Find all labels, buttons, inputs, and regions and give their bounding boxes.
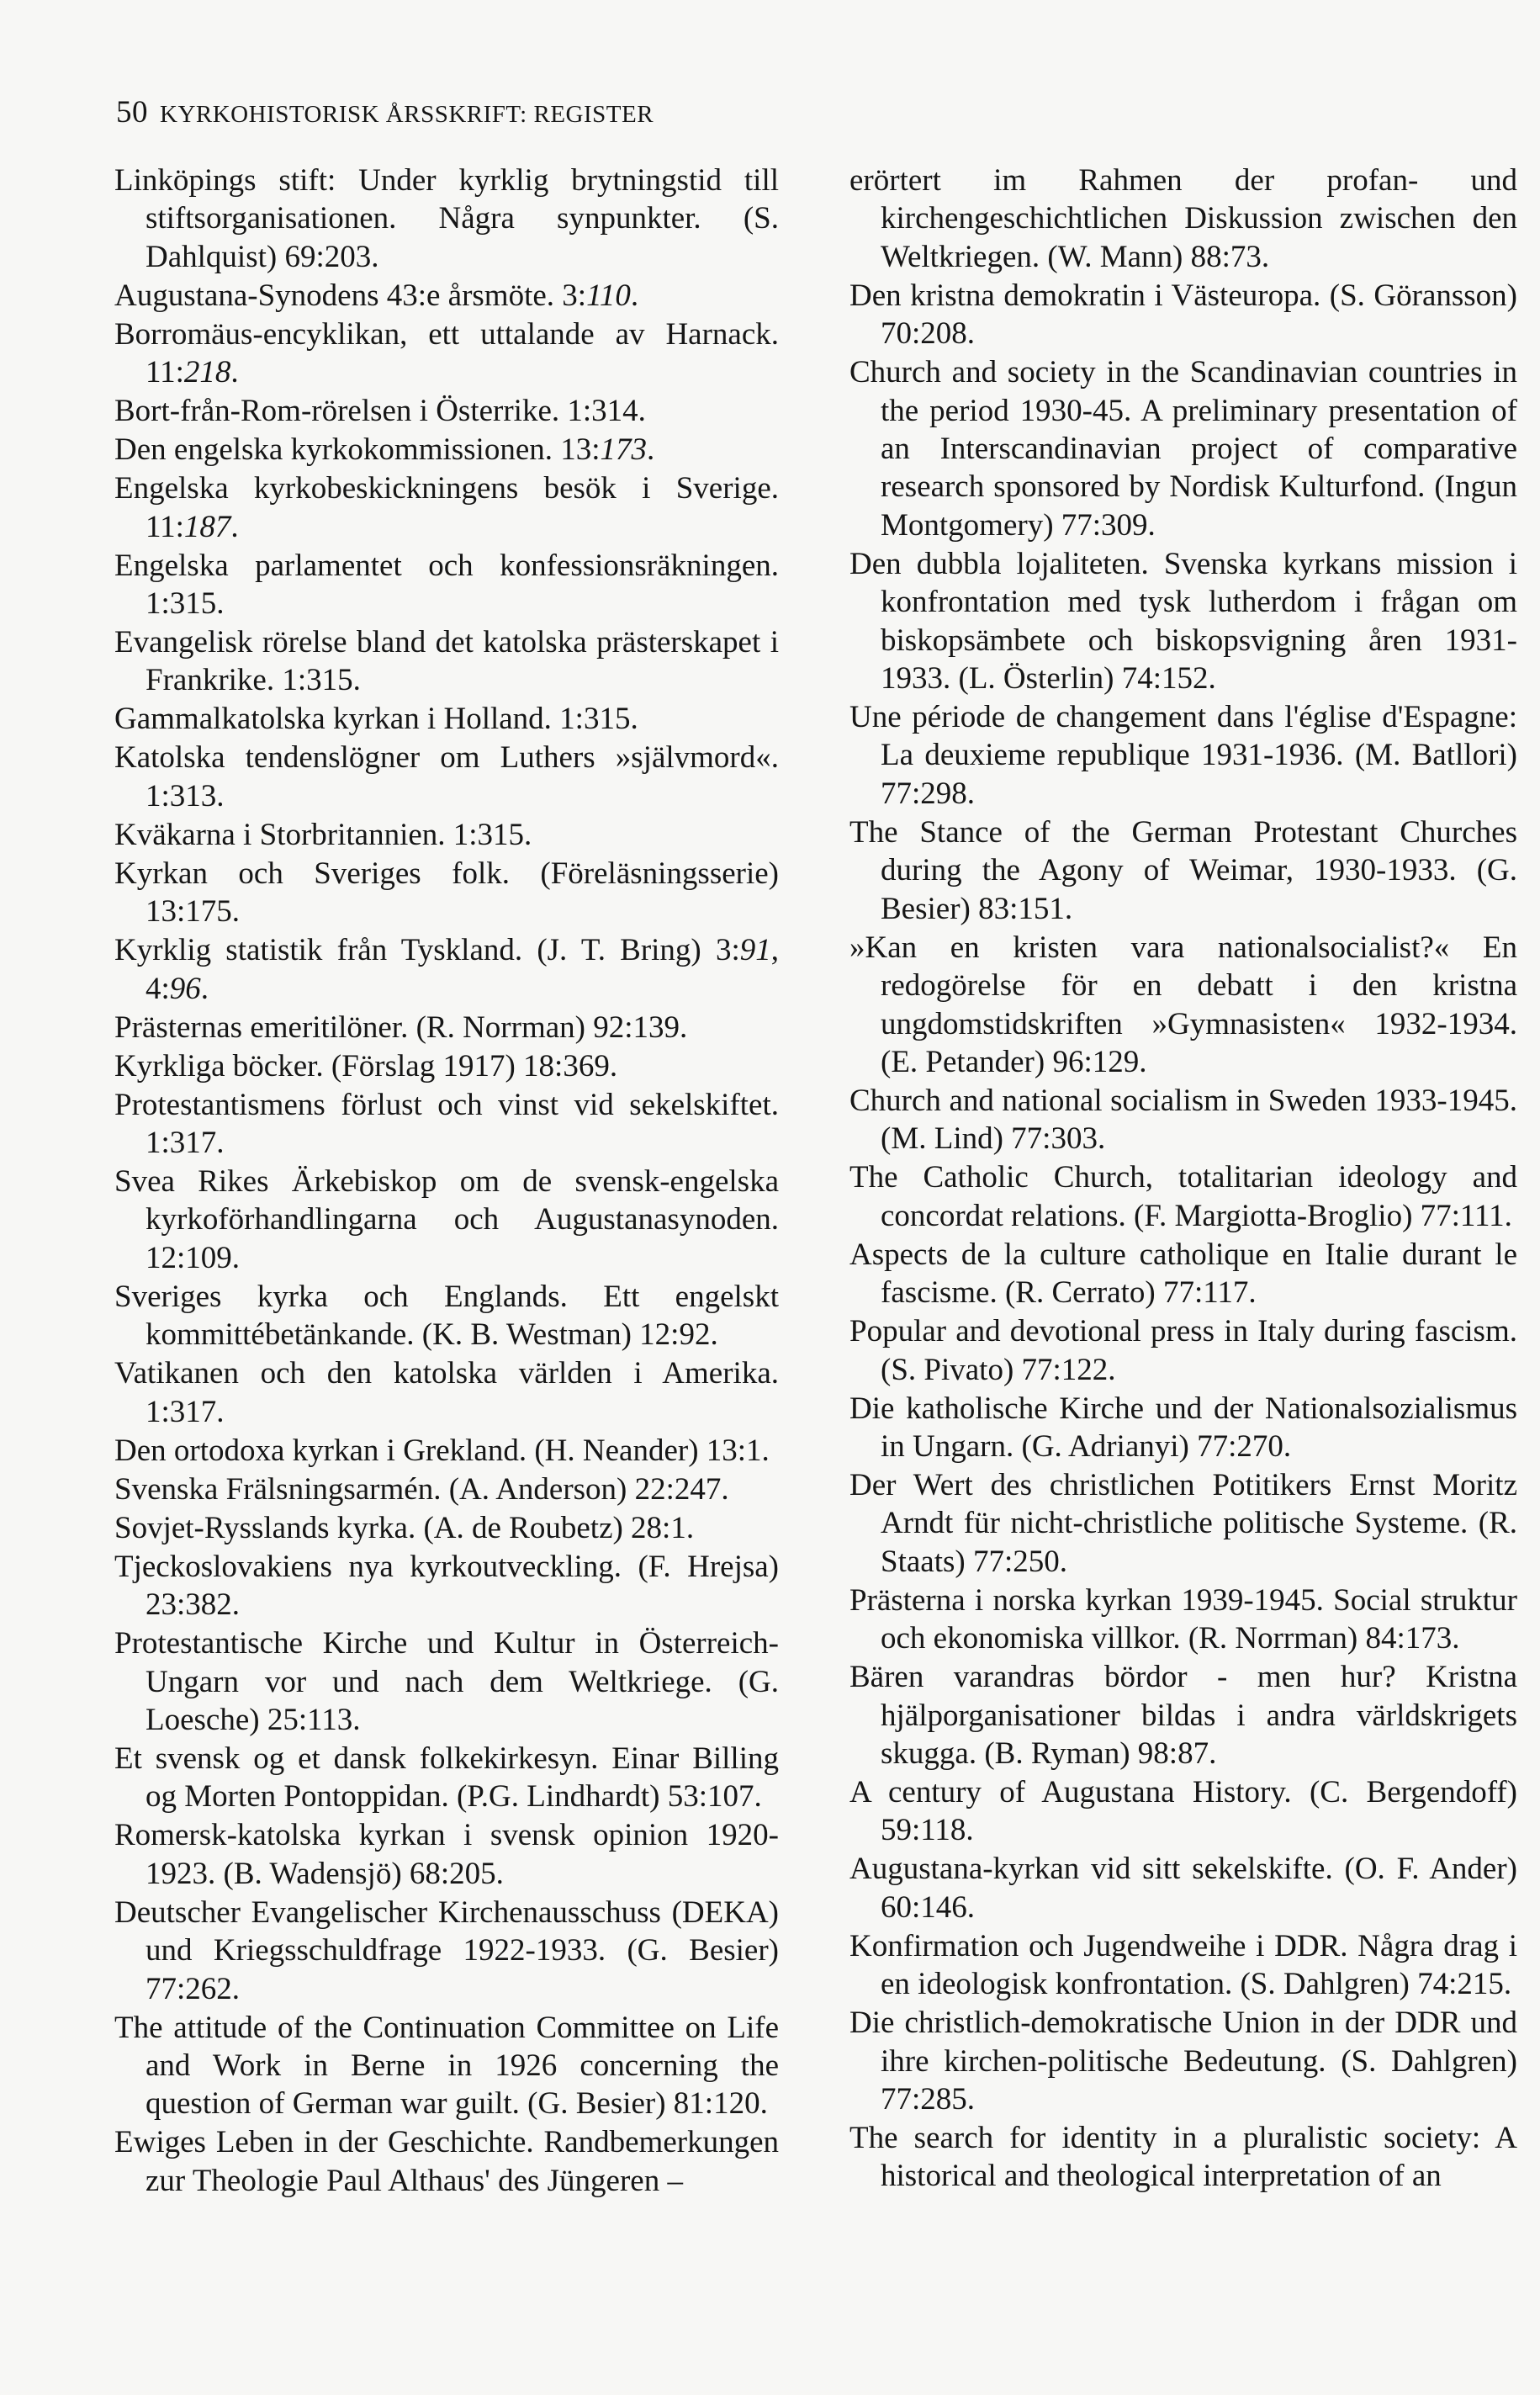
index-entry (114, 162, 779, 276)
entry-text: Kyrkan och Sveriges folk. (Föreläsningsserie) 13:175. (114, 856, 779, 930)
entry-text: Sovjet-Rysslands kyrka. (A. de Roubetz) 28:1. (114, 1510, 695, 1545)
index-entry (114, 1354, 779, 1431)
entry-text: Protestantismens förlust och vinst vid sekelskiftet. 1:317. (114, 1087, 779, 1161)
index-entry (114, 1047, 779, 1085)
index-entry (114, 855, 779, 931)
entry-text: A century of Augustana History. (C. Bergendoff) 59:118. (849, 1774, 1517, 1848)
entry-text: Bären varandras bördor - men hur? Kristna hjälporganisationer bildas i andra världskrigets skugga. (B. Ryman) 98:87. (849, 1660, 1517, 1771)
index-entry (114, 1278, 779, 1354)
entry-text: , 4: (146, 933, 779, 1006)
entry-text: . (230, 355, 239, 390)
index-entry (114, 392, 779, 430)
entry-text: Bort-från-Rom-rörelsen i Österrike. 1:314. (114, 394, 646, 429)
right-column (849, 162, 1517, 2196)
entry-text: Romersk-katolska kyrkan i svensk opinion 1920-1923. (B. Wadensjö) 68:205. (114, 1818, 779, 1891)
index-entry (114, 1740, 779, 1816)
entry-text: Engelska kyrkobeskickningens besök i Sverige. 11: (114, 471, 779, 544)
entry-text: . (647, 432, 655, 468)
index-entry (114, 2009, 779, 2123)
entry-text: Der Wert des christlichen Potitikers Ernst Moritz Arndt für nicht-christliche politische Systeme. (R. Staats) 77:250. (849, 1467, 1517, 1579)
entry-text: Den engelska kyrkokommissionen. 13: (114, 432, 601, 468)
entry-text: Une période de changement dans l'église d'Espagne: La deuxieme republique 1931-1936. (M. Batllori) 77:298. (849, 700, 1517, 811)
index-entry (114, 1509, 779, 1547)
index-entry (849, 1390, 1517, 1466)
entry-text: The search for identity in a pluralistic society: A historical and theological interpretation of an (849, 2121, 1517, 2194)
italic-page-ref: 96 (169, 971, 201, 1006)
entry-text: Engelska parlamentet och konfessionsräkningen. 1:315. (114, 548, 779, 622)
index-entry (114, 816, 779, 854)
entry-text: Tjeckoslovakiens nya kyrkoutveckling. (F. Hrejsa) 23:382. (114, 1549, 779, 1623)
index-entry (114, 277, 779, 315)
entry-text: Die christlich-demokratische Union in der DDR und ihre kirchen-politische Bedeutung. (S. Dahlgren) 77:285. (849, 2006, 1517, 2117)
index-entry (114, 1624, 779, 1739)
entry-text: Augustana-kyrkan vid sitt sekelskifte. (O. F. Ander) 60:146. (849, 1852, 1517, 1925)
index-entry (849, 162, 1517, 276)
index-entry (849, 1850, 1517, 1926)
entry-text: Deutscher Evangelischer Kirchenausschuss (DEKA) und Kriegsschuldfrage 1922-1933. (G. Besier) 77:262. (114, 1894, 779, 2006)
entry-text: The Stance of the German Protestant Churches during the Agony of Weimar, 1930-1933. (G. Besier) 83:151. (849, 814, 1517, 926)
entry-text: Svea Rikes Ärkebiskop om de svensk-engelska kyrkoförhandlingarna och Augustanasynoden. 12:109. (114, 1164, 779, 1275)
running-head (116, 94, 654, 130)
index-entry (114, 931, 779, 1008)
index-entry (849, 929, 1517, 1082)
running-title: KYRKOHISTORISK ÅRSSKRIFT: REGISTER (160, 101, 654, 128)
index-entry (849, 1582, 1517, 1658)
index-entry (114, 1816, 779, 1893)
index-entry (114, 2123, 779, 2200)
index-entry (849, 813, 1517, 928)
entry-text: Protestantische Kirche und Kultur in Österreich-Ungarn vor und nach dem Weltkriege. (G. Loesche) 25:113. (114, 1626, 779, 1737)
index-entry (114, 1086, 779, 1163)
entry-text: . (230, 509, 239, 544)
entry-text: Svenska Frälsningsarmén. (A. Anderson) 22:247. (114, 1471, 729, 1507)
index-entry (849, 1236, 1517, 1312)
entry-text: Den ortodoxa kyrkan i Grekland. (H. Neander) 13:1. (114, 1433, 770, 1468)
index-entry (114, 1894, 779, 2008)
entry-text: The Catholic Church, totalitarian ideology and concordat relations. (F. Margiotta-Broglio) 77:111. (849, 1160, 1517, 1233)
entry-text: The attitude of the Continuation Committee on Life and Work in Berne in 1926 concerning the question of German war guilt. (G. Besier) 81:120. (114, 2010, 779, 2122)
italic-page-ref: 173 (600, 432, 648, 468)
index-entry (114, 1470, 779, 1508)
page-number: 50 (116, 95, 148, 130)
entry-text: Den kristna demokratin i Västeuropa. (S. Göransson) 70:208. (849, 278, 1517, 352)
index-entry (114, 469, 779, 546)
entry-text: . (200, 971, 209, 1006)
index-entry (849, 1082, 1517, 1158)
index-entry (114, 623, 779, 700)
entry-text: Kväkarna i Storbritannien. 1:315. (114, 817, 532, 852)
index-entry (849, 1466, 1517, 1581)
entry-text: . (630, 278, 639, 313)
italic-page-ref: 91 (739, 933, 771, 968)
index-entry (849, 2004, 1517, 2118)
entry-text: Die katholische Kirche und der Nationalsozialismus in Ungarn. (G. Adrianyi) 77:270. (849, 1391, 1517, 1464)
index-entry (849, 1773, 1517, 1850)
index-entry (114, 1009, 779, 1046)
entry-text: Sveriges kyrka och Englands. Ett engelskt kommittébetänkande. (K. B. Westman) 12:92. (114, 1279, 779, 1353)
entry-text: Kyrkliga böcker. (Förslag 1917) 18:369. (114, 1048, 618, 1084)
entry-text: Ewiges Leben in der Geschichte. Randbemerkungen zur Theologie Paul Althaus' des Jüngeren – (114, 2125, 779, 2198)
index-entry (114, 431, 779, 469)
entry-text: Prästernas emeritilöner. (R. Norrman) 92:139. (114, 1009, 688, 1045)
index-entry (849, 1312, 1517, 1389)
entry-text: Et svensk og et dansk folkekirkesyn. Einar Billing og Morten Pontoppidan. (P.G. Lindhardt) 53:107. (114, 1741, 779, 1815)
entry-text: Church and society in the Scandinavian countries in the period 1930-45. A preliminary presentation of an Interscandinavian project of comparative research sponsored by Nordisk Kulturfond. (Ingun Montgomery) 77:309. (849, 355, 1517, 543)
index-entry (849, 2119, 1517, 2196)
index-entry (114, 1548, 779, 1624)
entry-text: Vatikanen och den katolska världen i Amerika. 1:317. (114, 1356, 779, 1429)
entry-text: erörtert im Rahmen der profan- und kirchengeschichtlichen Diskussion zwischen den Weltkriegen. (W. Mann) 88:73. (849, 163, 1517, 274)
entry-text: Popular and devotional press in Italy during fascism. (S. Pivato) 77:122. (849, 1314, 1517, 1387)
entry-text: Aspects de la culture catholique en Italie durant le fascisme. (R. Cerrato) 77:117. (849, 1237, 1517, 1311)
entry-text: Katolska tendenslögner om Luthers »självmord«. 1:313. (114, 740, 779, 813)
index-entry (114, 315, 779, 392)
entry-text: Borromäus-encyklikan, ett uttalande av Harnack. 11: (114, 316, 779, 390)
index-entry (114, 1432, 779, 1470)
entry-text: »Kan en kristen vara nationalsocialist?« En redogörelse för en debatt i den kristna ungdomstidskriften »Gymnasisten« 1932-1934. (E. Petander) 96:129. (849, 930, 1517, 1079)
entry-text: Kyrklig statistik från Tyskland. (J. T. Bring) 3: (114, 933, 740, 968)
index-entry (849, 545, 1517, 698)
italic-page-ref: 218 (183, 355, 231, 390)
entry-text: Linköpings stift: Under kyrklig brytningstid till stiftsorganisationen. Några synpunkter. (S. Dahlquist) 69:203. (114, 163, 779, 274)
entry-text: Den dubbla lojaliteten. Svenska kyrkans mission i konfrontation med tysk lutherdom i frågan om biskopsämbete och biskopsvigning åren 1931-1933. (L. Österlin) 74:152. (849, 546, 1517, 697)
entry-text: Church and national socialism in Sweden 1933-1945. (M. Lind) 77:303. (849, 1083, 1517, 1157)
index-entry (114, 700, 779, 738)
italic-page-ref: 187 (183, 509, 231, 544)
left-column (114, 162, 779, 2201)
index-entry (849, 277, 1517, 353)
index-entry (114, 739, 779, 815)
entry-text: Konfirmation och Jugendweihe i DDR. Några drag i en ideologisk konfrontation. (S. Dahlgren) 74:215. (849, 1928, 1517, 2002)
index-entry (849, 1158, 1517, 1235)
entry-text: Gammalkatolska kyrkan i Holland. 1:315. (114, 702, 638, 737)
entry-text: Augustana-Synodens 43:e årsmöte. 3: (114, 278, 587, 313)
index-entry (849, 1927, 1517, 2004)
entry-text: Prästerna i norska kyrkan 1939-1945. Social struktur och ekonomiska villkor. (R. Norrman) 84:173. (849, 1582, 1517, 1656)
index-entry (849, 1658, 1517, 1772)
index-entry (849, 353, 1517, 544)
index-entry (849, 698, 1517, 813)
index-entry (114, 547, 779, 623)
entry-text: Evangelisk rörelse bland det katolska prästerskapet i Frankrike. 1:315. (114, 625, 779, 698)
italic-page-ref: 110 (586, 278, 631, 313)
index-entry (114, 1163, 779, 1277)
